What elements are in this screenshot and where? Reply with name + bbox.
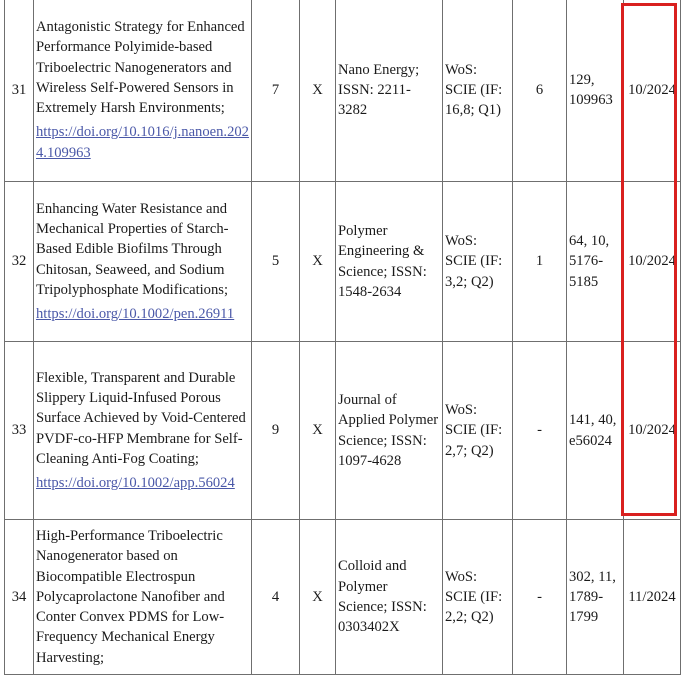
paper-title: High-Performance Triboelectric Nanogenerator based on Biocompatible Electrospun Polycaprolactone Nanofiber and Conter Convex PDMS for Low-Frequency Mechanical Energy Harvesting; bbox=[36, 527, 225, 666]
publication-date: 10/2024 bbox=[624, 0, 681, 182]
paper-title: Flexible, Transparent and Durable Slippery Liquid-Infused Porous Surface Achieved by Void-Centered PVDF-co-HFP Membrane for Self-Cleaning Anti-Fog Coating; bbox=[36, 369, 246, 467]
index-info: WoS: SCIE (IF: 16,8; Q1) bbox=[443, 0, 513, 182]
table-row bbox=[5, 182, 681, 342]
index-info: WoS: SCIE (IF: 2,7; Q2) bbox=[443, 342, 513, 520]
journal-info: Colloid and Polymer Science; ISSN: 0303402X bbox=[336, 520, 443, 675]
row-number: 31 bbox=[5, 0, 34, 182]
local-author-count: 1 bbox=[513, 182, 567, 342]
journal-info: Nano Energy; ISSN: 2211-3282 bbox=[336, 0, 443, 182]
doi-link[interactable]: https://doi.org/10.1016/j.nanoen.2024.109963 bbox=[36, 124, 249, 161]
row-number: 34 bbox=[5, 520, 34, 675]
author-count: 9 bbox=[252, 342, 300, 520]
journal-info: Journal of Applied Polymer Science; ISSN: 1097-4628 bbox=[336, 342, 443, 520]
paper-title-cell bbox=[34, 520, 252, 675]
volume-pages: 129, 109963 bbox=[567, 0, 624, 182]
table-row bbox=[5, 342, 681, 520]
author-count: 7 bbox=[252, 0, 300, 182]
row-number: 32 bbox=[5, 182, 34, 342]
local-author-count: 6 bbox=[513, 0, 567, 182]
doi-link[interactable]: https://doi.org/10.1002/app.56024 bbox=[36, 475, 235, 492]
journal-info: Polymer Engineering & Science; ISSN: 1548-2634 bbox=[336, 182, 443, 342]
author-count: 5 bbox=[252, 182, 300, 342]
table-row bbox=[5, 0, 681, 182]
publication-date: 10/2024 bbox=[624, 182, 681, 342]
doi-link[interactable]: https://doi.org/10.1002/pen.26911 bbox=[36, 306, 235, 323]
paper-title: Antagonistic Strategy for Enhanced Performance Polyimide-based Triboelectric Nanogenerators and Wireless Self-Powered Sensors in Extremely Harsh Environments; bbox=[36, 18, 245, 117]
table-row bbox=[5, 520, 681, 675]
local-author-count: - bbox=[513, 520, 567, 675]
paper-title-cell bbox=[34, 0, 252, 182]
volume-pages: 302, 11, 1789-1799 bbox=[567, 520, 624, 675]
paper-title: Enhancing Water Resistance and Mechanical Properties of Starch-Based Edible Biofilms Through Chitosan, Seaweed, and Sodium Tripolyphosphate Modifications; bbox=[36, 200, 229, 298]
row-number: 33 bbox=[5, 342, 34, 520]
index-info: WoS: SCIE (IF: 3,2; Q2) bbox=[443, 182, 513, 342]
paper-title-cell bbox=[34, 182, 252, 342]
main-author-mark: X bbox=[300, 182, 336, 342]
main-author-mark: X bbox=[300, 342, 336, 520]
local-author-count: - bbox=[513, 342, 567, 520]
main-author-mark: X bbox=[300, 520, 336, 675]
volume-pages: 141, 40, e56024 bbox=[567, 342, 624, 520]
publications-table bbox=[4, 0, 681, 675]
publication-date: 10/2024 bbox=[624, 342, 681, 520]
volume-pages: 64, 10, 5176-5185 bbox=[567, 182, 624, 342]
main-author-mark: X bbox=[300, 0, 336, 182]
paper-title-cell bbox=[34, 342, 252, 520]
publication-date: 11/2024 bbox=[624, 520, 681, 675]
author-count: 4 bbox=[252, 520, 300, 675]
index-info: WoS: SCIE (IF: 2,2; Q2) bbox=[443, 520, 513, 675]
